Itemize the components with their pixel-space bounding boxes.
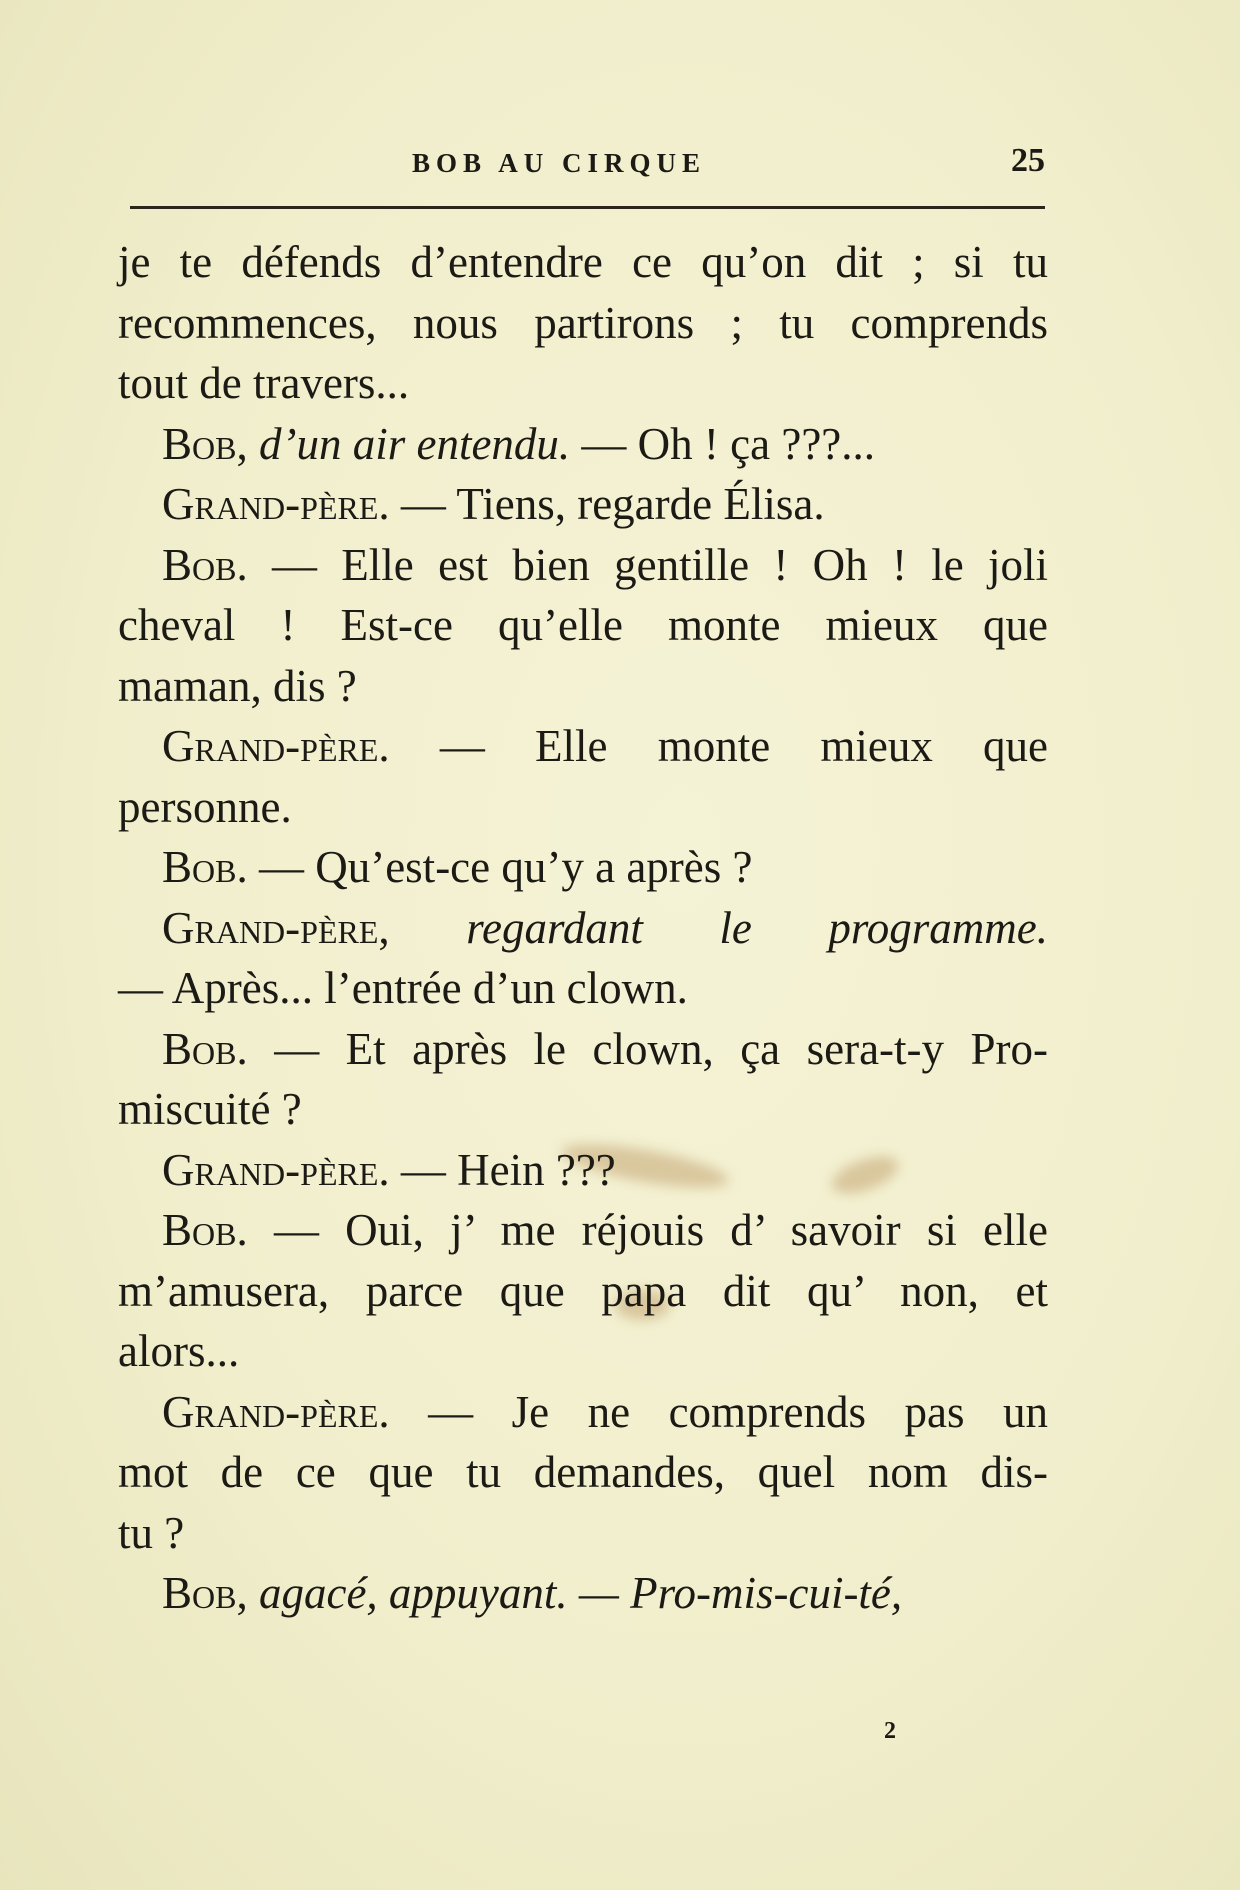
dialogue-line: Grand-père, regardant le programme. bbox=[162, 902, 1048, 953]
dialogue-line bbox=[118, 1019, 1048, 1080]
dialogue-line bbox=[118, 716, 1048, 777]
signature-mark: 2 bbox=[884, 1718, 896, 1744]
speaker: Grand-père. bbox=[162, 721, 390, 771]
text-line: tu ? bbox=[118, 1507, 185, 1558]
speech: — Qu’est-ce qu’y a après ? bbox=[258, 842, 753, 892]
text-line: cheval ! Est-ce qu’elle monte mieux que bbox=[118, 600, 1048, 650]
text-line: tout de travers... bbox=[118, 358, 410, 408]
dialogue-line: Bob, agacé, appuyant. — Pro-mis-cui-té, bbox=[162, 1568, 903, 1618]
dialogue-line bbox=[118, 837, 1048, 898]
speech: — Et après le clown, ça sera-t-y Pro- bbox=[274, 1023, 1049, 1074]
speaker: Bob. bbox=[162, 1023, 248, 1074]
speech: — Elle est bien gentille ! Oh ! le joli bbox=[272, 539, 1048, 590]
body-text bbox=[118, 232, 1048, 1624]
dialogue-line bbox=[118, 1200, 1048, 1261]
dialogue-line bbox=[118, 535, 1048, 596]
dialogue-line bbox=[118, 1140, 1048, 1201]
speaker: Grand-père. bbox=[162, 1144, 390, 1195]
text-line: recommences, nous partirons ; tu comprends bbox=[118, 297, 1048, 348]
speech: — Oui, j’ me réjouis d’ savoir si elle bbox=[273, 1205, 1049, 1255]
text-line: alors... bbox=[118, 1326, 240, 1376]
speaker: Bob. bbox=[162, 842, 248, 892]
stage-direction: agacé, appuyant. bbox=[258, 1568, 568, 1618]
speech: — Hein ??? bbox=[400, 1144, 616, 1195]
stage-direction: d’un air entendu. bbox=[258, 418, 571, 469]
speech: — Pro-mis-cui-té, bbox=[578, 1568, 903, 1618]
speaker: Grand-père. bbox=[162, 1386, 390, 1437]
text-line: m’amusera, parce que papa dit qu’ non, et bbox=[118, 1265, 1048, 1316]
text-line: personne. bbox=[118, 781, 292, 832]
running-title: BOB AU CIRQUE bbox=[412, 148, 707, 178]
page-header bbox=[130, 142, 1045, 186]
text-line: — Après... l’entrée d’un clown. bbox=[118, 963, 688, 1013]
text-line: mot de ce que tu demandes, quel nom dis- bbox=[118, 1447, 1048, 1497]
text-line: miscuité ? bbox=[118, 1084, 302, 1134]
dialogue-line bbox=[118, 474, 1048, 535]
speaker: Bob bbox=[162, 1568, 237, 1618]
speech: — Oh ! ça ???... bbox=[581, 418, 876, 469]
text-line: maman, dis ? bbox=[118, 660, 357, 711]
header-rule bbox=[130, 206, 1045, 209]
dialogue-line: Bob, d’un air entendu. — Oh ! ça ???... bbox=[162, 418, 876, 469]
speaker: Grand-père bbox=[162, 902, 379, 953]
speech: — Je ne comprends pas un bbox=[428, 1386, 1049, 1437]
dialogue-line bbox=[118, 1382, 1048, 1443]
speaker: Grand-père. bbox=[162, 479, 390, 529]
speaker: Bob bbox=[162, 418, 237, 469]
stage-direction: regardant le programme. bbox=[466, 902, 1048, 953]
text-line: je te défends d’entendre ce qu’on dit ; si tu bbox=[118, 237, 1048, 287]
speaker: Bob. bbox=[162, 1205, 248, 1255]
speaker: Bob. bbox=[162, 539, 248, 590]
page-number: 25 bbox=[1011, 142, 1045, 179]
speech: — Elle monte mieux que bbox=[439, 721, 1049, 771]
speech: — Tiens, regarde Élisa. bbox=[400, 479, 825, 529]
